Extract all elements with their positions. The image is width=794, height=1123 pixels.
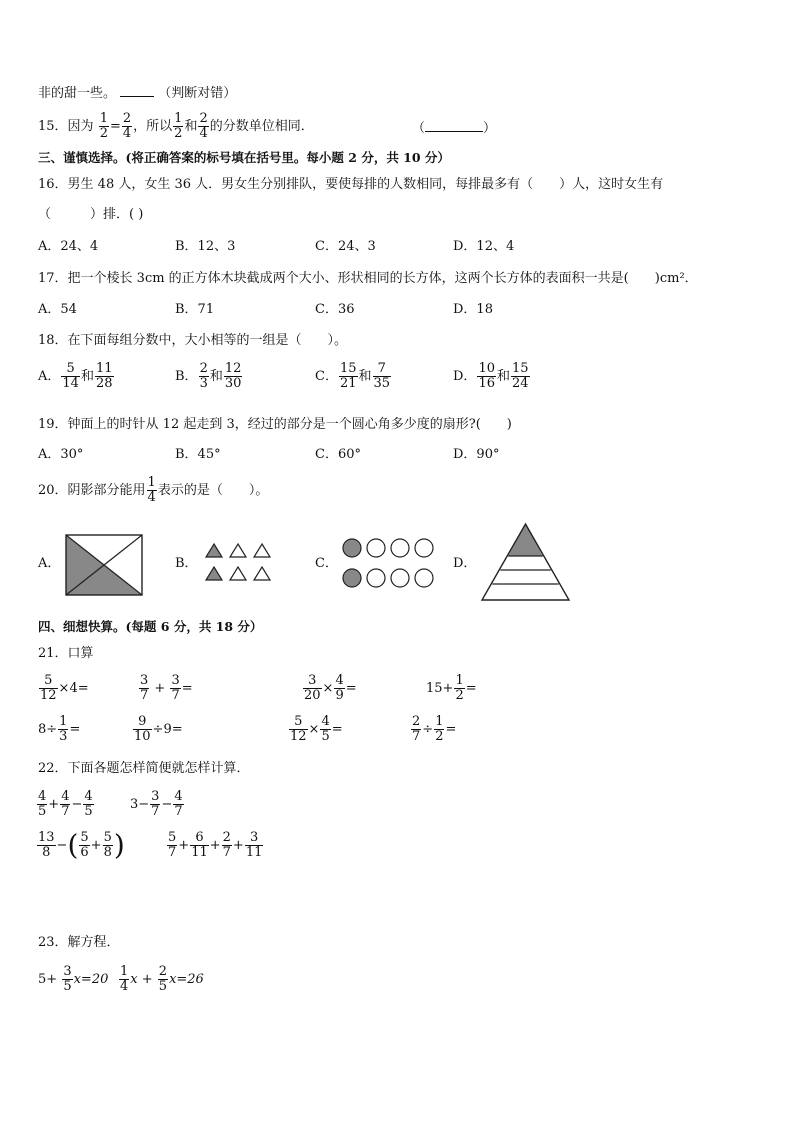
fraction: $\frac{2}{3}$ [199, 361, 208, 391]
q22-expr-4[interactable]: $\frac{5}{7}$ + $\frac{6}{11}$ + $\frac{2}{7}$ + $\frac{3}{11}$ [168, 830, 263, 860]
fraction: $\frac{11}{28}$ [95, 361, 113, 391]
q21-expr-8[interactable]: $\frac{2}{7}$ ÷ $\frac{1}{2}$ = [412, 714, 457, 744]
q14-judge-note: （判断对错） [158, 86, 237, 101]
q23-equation-2[interactable]: $\frac{1}{4}$ x + $\frac{2}{5}$ x=26 [120, 964, 204, 994]
q17-text: 17．把一个棱长 3cm 的正方体木块截成两个大小、形状相同的长方体，这两个长方体的表面积一共是( )cm²． [38, 271, 698, 286]
q22-title: 22．下面各题怎样简便就怎样计算． [38, 761, 250, 776]
q20-option-d-label[interactable]: D． [453, 556, 477, 571]
fraction: $\frac{12}{30}$ [224, 361, 242, 391]
q14-line [38, 84, 236, 102]
q17-option-c[interactable]: C．36 [315, 302, 355, 317]
q18-option-a[interactable]: A． $\frac{5}{14}$ 和 $\frac{11}{28}$ [38, 361, 113, 391]
section-4-title: 四、细想快算。(每题 6 分，共 18 分） [38, 619, 263, 634]
q21-expr-4[interactable]: 15+ $\frac{1}{2}$ = [426, 673, 477, 703]
q21-expr-6[interactable]: $\frac{9}{10}$ ÷9= [134, 714, 183, 744]
q16-option-d[interactable]: D．12、4 [453, 239, 515, 254]
q17-option-b[interactable]: B．71 [175, 302, 215, 317]
q18-text: 18．在下面每组分数中，大小相等的一组是（ ）。 [38, 333, 348, 348]
q14-text: 非的甜一些。 [38, 86, 117, 101]
q19-text: 19．钟面上的时针从 12 起走到 3，经过的部分是一个圆心角多少度的扇形?( ) [38, 417, 512, 432]
q20-option-b-label[interactable]: B． [175, 556, 198, 571]
fraction: $\frac{1}{4}$ [147, 475, 156, 505]
q21-title: 21．口算 [38, 646, 94, 661]
q16-text: 16．男生 48 人，女生 36 人．男女生分别排队，要使每排的人数相同，每排最多有（ ）人，这时女生有 [38, 177, 664, 192]
equals-sign: = [109, 119, 121, 134]
fraction: $\frac{5}{14}$ [62, 361, 79, 391]
fraction: $\frac{7}{35}$ [373, 361, 391, 391]
q15-number: 15．因为 [38, 119, 94, 134]
q22-expr-3[interactable]: $\frac{13}{8}$ −( $\frac{5}{6}$ + $\frac{5}{8}$ ) [38, 828, 125, 862]
q15-line [38, 112, 314, 142]
fraction: $\frac{1}{2}$ [99, 111, 108, 141]
fraction: $\frac{10}{16}$ [478, 361, 495, 391]
q22-expr-1[interactable]: $\frac{4}{5}$ + $\frac{4}{7}$ − $\frac{4}{5}$ [38, 789, 93, 819]
q18-option-b[interactable]: B． $\frac{2}{3}$ 和 $\frac{12}{30}$ [175, 361, 242, 391]
q17-option-a[interactable]: A．54 [38, 302, 77, 317]
q16-option-a[interactable]: A．24、4 [38, 239, 99, 254]
fraction: $\frac{15}{24}$ [512, 361, 529, 391]
q23-title: 23．解方程． [38, 935, 120, 950]
fraction: $\frac{2}{4}$ [122, 111, 132, 141]
q21-expr-7[interactable]: $\frac{5}{12}$ × $\frac{4}{5}$ = [290, 714, 343, 744]
circles-figure-icon[interactable] [340, 537, 438, 591]
q15-answer[interactable]: （ ） [412, 121, 497, 136]
q17-option-d[interactable]: D．18 [453, 302, 493, 317]
fraction: $\frac{15}{21}$ [339, 361, 357, 391]
triangles-figure-icon[interactable] [204, 542, 272, 584]
q18-option-c[interactable]: C． $\frac{15}{21}$ 和 $\frac{7}{35}$ [315, 361, 391, 391]
q18-option-d[interactable]: D． $\frac{10}{16}$ 和 $\frac{15}{24}$ [453, 361, 529, 391]
q21-expr-5[interactable]: 8÷ $\frac{1}{3}$ = [38, 714, 81, 744]
q19-option-b[interactable]: B．45° [175, 447, 221, 462]
q16-option-c[interactable]: C．24、3 [315, 239, 376, 254]
q20-option-a-label[interactable]: A． [38, 556, 61, 571]
q19-option-a[interactable]: A．30° [38, 447, 84, 462]
q21-expr-2[interactable]: $\frac{3}{7}$ + $\frac{3}{7}$ = [140, 673, 193, 703]
fraction: $\frac{1}{2}$ [174, 111, 183, 141]
section-3-title: 三、谨慎选择。(将正确答案的标号填在括号里。每小题 2 分，共 10 分） [38, 150, 450, 165]
pyramid-figure-icon[interactable] [482, 522, 572, 602]
q19-option-c[interactable]: C．60° [315, 447, 361, 462]
q15-text: 的分数单位相同． [209, 119, 314, 134]
square-figure-icon[interactable] [66, 535, 142, 595]
q20-option-c-label[interactable]: C． [315, 556, 338, 571]
q21-expr-1[interactable]: $\frac{5}{12}$ ×4= [40, 673, 89, 703]
q15-text: ，所以 [133, 119, 173, 134]
q14-answer-blank[interactable] [120, 84, 154, 97]
q22-expr-2[interactable]: 3− $\frac{3}{7}$ − $\frac{4}{7}$ [130, 789, 183, 819]
q16-text-2: （ ）排．( ) [38, 207, 144, 222]
fraction: $\frac{2}{4}$ [199, 111, 208, 141]
q19-option-d[interactable]: D．90° [453, 447, 500, 462]
q21-expr-3[interactable]: $\frac{3}{20}$ × $\frac{4}{9}$ = [304, 673, 357, 703]
q20-text: 20．阴影部分能用 $\frac{1}{4}$ 表示的是（ ）。 [38, 475, 269, 505]
and-word: 和 [184, 119, 198, 134]
q16-option-b[interactable]: B．12、3 [175, 239, 236, 254]
q23-equation-1[interactable]: 5+ $\frac{3}{5}$ x=20 [38, 964, 109, 994]
